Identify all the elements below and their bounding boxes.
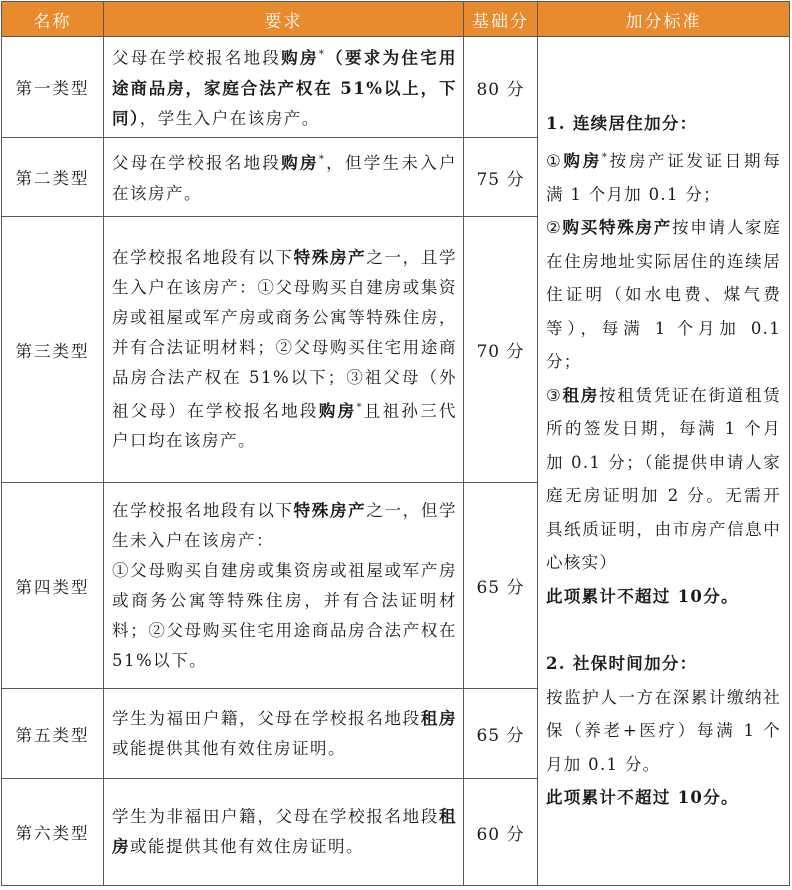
type-name: 第四类型 <box>2 483 104 689</box>
text-run: 之一，但学生未入户在该房产： <box>112 500 458 550</box>
text-run: 按房产证发证日期每满 1 个月加 0.1 分； <box>546 151 782 204</box>
requirement-cell <box>104 689 464 779</box>
text-run: 按监护人一方在深累计缴纳社保（养老+医疗）每满 1 个月加 0.1 分。 <box>546 687 781 774</box>
text-run: 或能提供其他有效住房证明。 <box>130 837 364 856</box>
footnote-asterisk: * <box>356 401 363 413</box>
text-run: 学生为非福田户籍，父母在学校报名地段 <box>112 807 439 826</box>
header-bonus-criteria: 加分标准 <box>538 2 790 37</box>
text-run: ③ <box>546 385 563 405</box>
text-run: 按申请人家庭在住房地址实际居住的连续居住证明（如水电费、煤气费等），每满 1 个月加 0.1 分； <box>546 218 782 372</box>
text-run: 在学校报名地段有以下 <box>112 247 294 267</box>
type-name: 第三类型 <box>2 217 104 483</box>
emphasis-text: 购房 <box>318 401 357 421</box>
text-run: 父母在学校报名地段 <box>112 153 282 173</box>
emphasis-text: （要求为住宅用途商品房，家庭合法产权在 51%以上，下同） <box>112 48 458 128</box>
header-requirement: 要求 <box>104 2 464 37</box>
section-gap <box>546 613 781 647</box>
text-run: 且祖孙三代户口均在该房产。 <box>112 401 458 451</box>
base-score: 65 分 <box>464 483 538 689</box>
text-run: 在学校报名地段有以下 <box>112 500 294 520</box>
header-base-score: 基础分 <box>464 2 538 37</box>
emphasis-text: 2. 社保时间加分： <box>546 654 698 674</box>
text-run: ① <box>546 151 564 171</box>
text-run: ①父母购买自建房或集资房或祖屋或军产房或商务公寓等特殊住房，并有合法证明材料；②父母购买住宅用途商品房合法产权在 51%以下。 <box>112 560 457 670</box>
emphasis-text: 购买特殊房产 <box>562 218 672 238</box>
emphasis-text: 租房 <box>420 708 458 728</box>
requirement-cell <box>104 779 464 886</box>
text-run: ，但学生未入户在该房产。 <box>112 153 458 203</box>
emphasis-text: 1. 连续居住加分： <box>546 114 698 134</box>
requirement-cell <box>104 217 464 483</box>
requirement-cell <box>104 483 464 689</box>
text-run: 父母在学校报名地段 <box>112 48 282 68</box>
text-run: 按租赁凭证在街道租赁所的签发日期，每满 1 个月加 0.1 分；（能提供申请人家庭无房证明加 2 分。无需开具纸质证明，由市房产信息中心核实） <box>546 385 782 573</box>
text-run: 之一，且学生入户在该房产：①父母购买自建房或集资房或祖屋或军产房或商务公寓等特殊住房，并有合法证明材料；②父母购买住宅用途商品房合法产权在 51%以下；③祖父母（外祖父母）在学校报名地段 <box>112 247 458 421</box>
base-score: 70 分 <box>464 217 538 483</box>
footnote-asterisk: * <box>601 151 609 163</box>
emphasis-text: 此项累计不超过 10分。 <box>546 788 739 808</box>
base-score: 65 分 <box>464 689 538 779</box>
type-name: 第六类型 <box>2 779 104 886</box>
text-run: ，学生入户在该房产。 <box>139 108 320 128</box>
requirement-cell <box>104 37 464 138</box>
base-score: 80 分 <box>464 37 538 138</box>
text-run: 学生为福田户籍，父母在学校报名地段 <box>112 708 421 728</box>
table-row <box>2 37 790 138</box>
header-name: 名称 <box>2 2 104 37</box>
base-score: 75 分 <box>464 138 538 217</box>
text-run: 或能提供其他有效住房证明。 <box>112 738 346 758</box>
bonus-criteria-cell <box>538 37 790 886</box>
footnote-asterisk: * <box>318 154 326 166</box>
type-name: 第五类型 <box>2 689 104 779</box>
type-name: 第二类型 <box>2 138 104 217</box>
emphasis-text: 购房 <box>563 151 602 171</box>
type-name: 第一类型 <box>2 37 104 138</box>
requirement-cell <box>104 138 464 217</box>
emphasis-text: 租房 <box>112 807 457 856</box>
text-run: ② <box>546 218 563 238</box>
footnote-asterisk: * <box>318 49 326 61</box>
emphasis-text: 购房 <box>281 48 319 68</box>
table-header-row <box>2 2 790 37</box>
emphasis-text: 特殊房产 <box>293 500 367 520</box>
emphasis-text: 租房 <box>562 385 600 405</box>
emphasis-text: 特殊房产 <box>293 247 367 267</box>
emphasis-text: 购房 <box>281 153 319 173</box>
base-score: 60 分 <box>464 779 538 886</box>
emphasis-text: 此项累计不超过 10分。 <box>546 586 739 606</box>
admission-points-table <box>1 1 790 886</box>
